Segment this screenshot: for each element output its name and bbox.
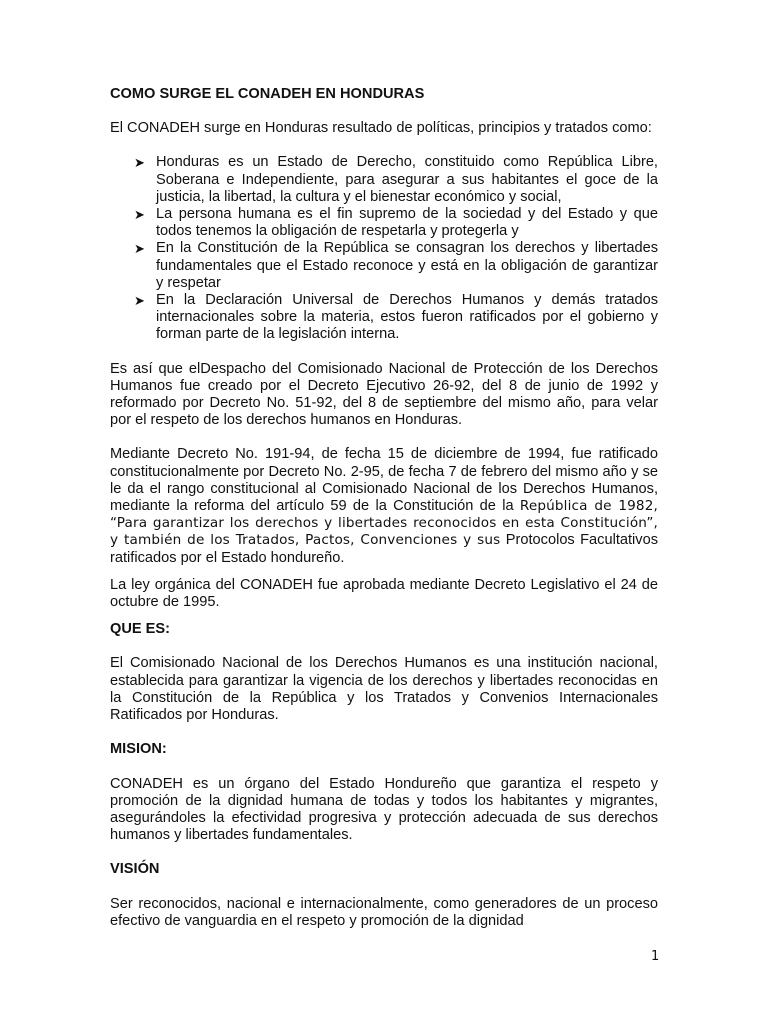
decreto-text-part1: Mediante Decreto No. 191-94, de fecha 15 de diciembre de 1994, fue ratificado constitucionalmente por Decreto No. 2-95, de fecha 7 de febrero del mismo año y se le da el rango constitucional al Comisionado Nacional de los Derechos Humanos, mediante la reforma del artículo 59 de la Constitución de la [110,446,658,515]
list-item [110,240,658,292]
vision-paragraph: Ser reconocidos, nacional e internacionalmente, como generadores de un proceso efectivo de vanguardia en el respeto y promoción de la dignidad [110,895,658,929]
document-body [110,86,658,930]
origins-list [110,154,658,343]
list-item [110,154,658,206]
arrow-bullet-icon: ➤ [134,207,145,223]
ley-paragraph: La ley orgánica del CONADEH fue aprobada mediante Decreto Legislativo el 24 de octubre de 1995. [110,576,658,611]
list-item [110,206,658,240]
decreto-paragraph [110,446,658,566]
despacho-paragraph: Es así que elDespacho del Comisionado Nacional de Protección de los Derechos Humanos fue creado por el Decreto Ejecutivo 26-92, del 8 de junio de 1992 y reformado por Decreto No. 51-92, del 8 de septiembre del mismo año, para velar por el respeto de los derechos humanos en Honduras. [110,360,658,429]
decreto-text-part2: República de 1982, “Para garantizar los derechos y libertades reconocidos en esta Constitución”, y también de los Tratados, Pactos, Convenciones y sus [110,498,658,549]
decreto-text-part3: Protocolos Facultativos ratificados por el Estado hondureño. [110,532,658,566]
mision-paragraph: CONADEH es un órgano del Estado Hondureño que garantiza el respeto y promoción de la dignidad humana de todas y todos los habitantes y migrantes, asegurándoles la efectividad progresiva y protección adecuada de sus derechos humanos y libertades fundamentales. [110,775,658,844]
vision-heading: VISIÓN [110,861,160,878]
mision-heading: MISION: [110,741,167,758]
list-item-text: La persona humana es el fin supremo de la sociedad y del Estado y que todos tenemos la obligación de respetarla y protegerla y [156,206,658,240]
document-title: COMO SURGE EL CONADEH EN HONDURAS [110,86,425,102]
que-es-heading: QUE ES: [110,621,171,638]
arrow-bullet-icon: ➤ [134,293,145,309]
page-number: 1 [651,949,660,964]
que-es-paragraph: El Comisionado Nacional de los Derechos Humanos es una institución nacional, establecida para garantizar la vigencia de los derechos y libertades reconocidas en la Constitución de la República y los Tratados y Convenios Internacionales Ratificados por Honduras. [110,655,658,724]
arrow-bullet-icon: ➤ [134,241,145,257]
arrow-bullet-icon: ➤ [134,155,145,171]
list-item-text: En la Declaración Universal de Derechos Humanos y demás tratados internacionales sobre la materia, estos fueron ratificados por el gobierno y forman parte de la legislación interna. [156,292,658,343]
list-item-text: Honduras es un Estado de Derecho, constituido como República Libre, Soberana e Independiente, para asegurar a sus habitantes el goce de la justicia, la libertad, la cultura y el bienestar económico y social, [156,154,658,205]
list-item [110,292,658,344]
intro-paragraph: El CONADEH surge en Honduras resultado de políticas, principios y tratados como: [110,120,652,137]
list-item-text: En la Constitución de la República se consagran los derechos y libertades fundamentales que el Estado reconoce y está en la obligación de garantizar y respetar [156,240,658,291]
